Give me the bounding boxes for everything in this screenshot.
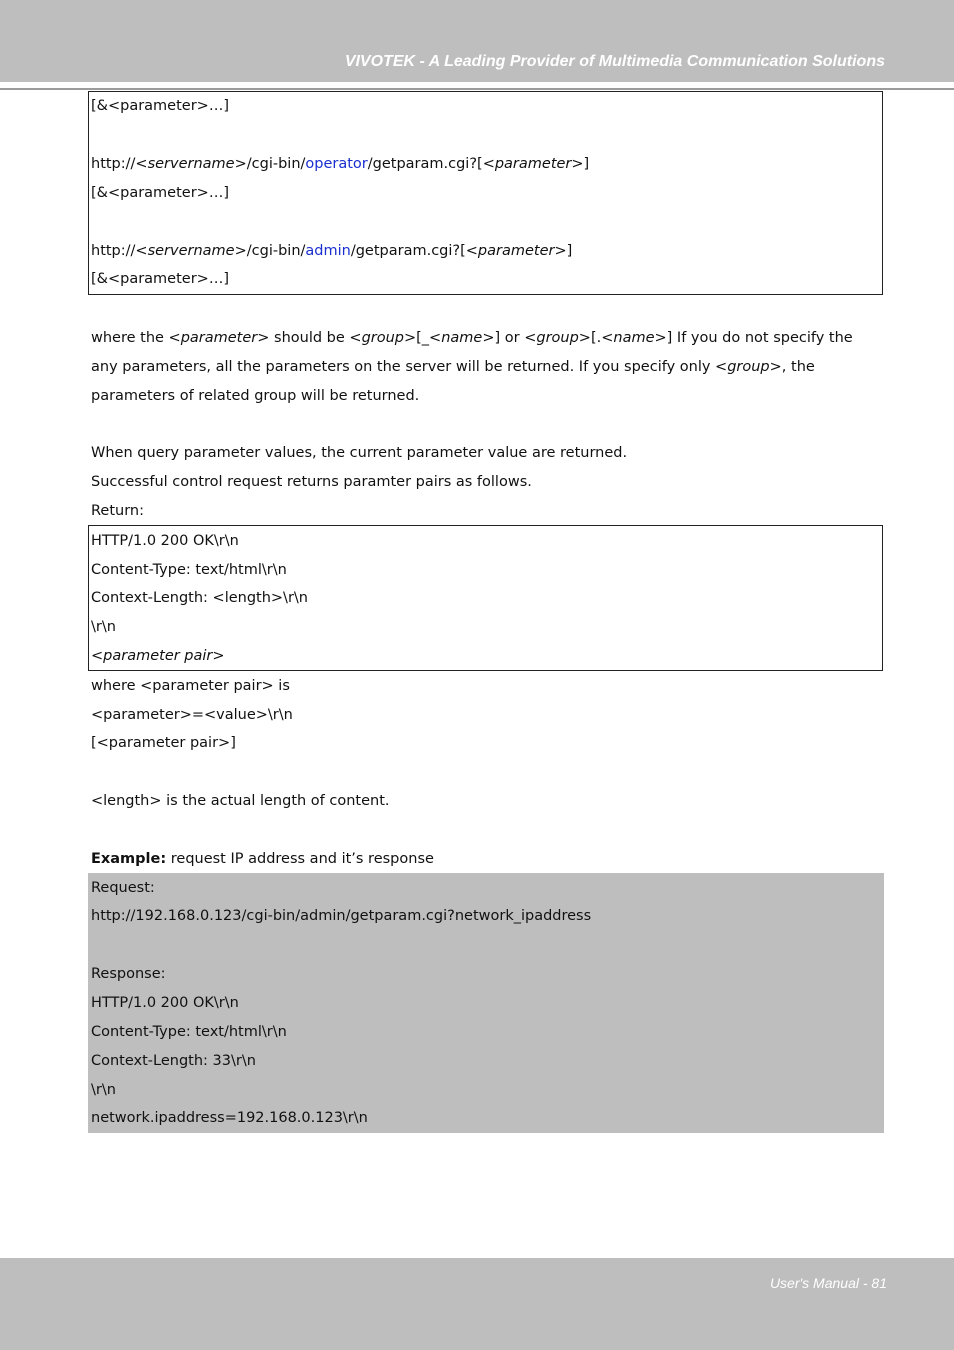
code-line: \r\n	[91, 619, 116, 635]
code-line: Content-Type: text/html\r\n	[91, 562, 287, 578]
body-text: When query parameter values, the current parameter value are returned.	[91, 445, 628, 461]
code-line: HTTP/1.0 200 OK\r\n	[91, 995, 239, 1011]
code-line: Context-Length: <length>\r\n	[91, 590, 308, 606]
operator-link[interactable]: operator	[305, 156, 368, 172]
admin-url-line: http://<servername>/cgi-bin/admin/getparam.cgi?[<parameter>]	[91, 243, 573, 259]
admin-link[interactable]: admin	[305, 243, 351, 259]
code-line: Context-Length: 33\r\n	[91, 1053, 256, 1069]
page-number: User's Manual - 81	[769, 1275, 887, 1291]
body-text: [<parameter pair>]	[91, 735, 236, 751]
code-line: Content-Type: text/html\r\n	[91, 1024, 287, 1040]
code-line: Request:	[91, 880, 155, 896]
code-line: network.ipaddress=192.168.0.123\r\n	[91, 1110, 368, 1126]
page-header	[0, 0, 954, 82]
page-footer	[0, 1258, 954, 1350]
code-line: [&<parameter>…]	[91, 98, 229, 114]
body-text: any parameters, all the parameters on the server will be returned. If you specify only <group>, the	[91, 359, 815, 375]
header-divider	[0, 88, 954, 90]
body-text: <parameter>=<value>\r\n	[91, 707, 293, 723]
code-line: HTTP/1.0 200 OK\r\n	[91, 533, 239, 549]
code-line: [&<parameter>…]	[91, 185, 229, 201]
body-text: Successful control request returns paramter pairs as follows.	[91, 474, 532, 490]
body-text: <length> is the actual length of content.	[91, 793, 390, 809]
code-line: Response:	[91, 966, 166, 982]
request-url: http://192.168.0.123/cgi-bin/admin/getparam.cgi?network_ipaddress	[91, 908, 592, 924]
body-text: Return:	[91, 503, 145, 519]
example-heading: Example: request IP address and it’s response	[91, 851, 434, 867]
code-line: <parameter pair>	[91, 648, 225, 664]
body-text: parameters of related group will be returned.	[91, 388, 420, 404]
code-line: \r\n	[91, 1082, 116, 1098]
body-text: where the <parameter> should be <group>[_<name>] or <group>[.<name>] If you do not specify the	[91, 330, 853, 346]
body-text: where <parameter pair> is	[91, 678, 290, 694]
code-line: [&<parameter>…]	[91, 271, 229, 287]
operator-url-line: http://<servername>/cgi-bin/operator/getparam.cgi?[<parameter>]	[91, 156, 590, 172]
header-title: VIVOTEK - A Leading Provider of Multimedia Communication Solutions	[344, 53, 885, 70]
